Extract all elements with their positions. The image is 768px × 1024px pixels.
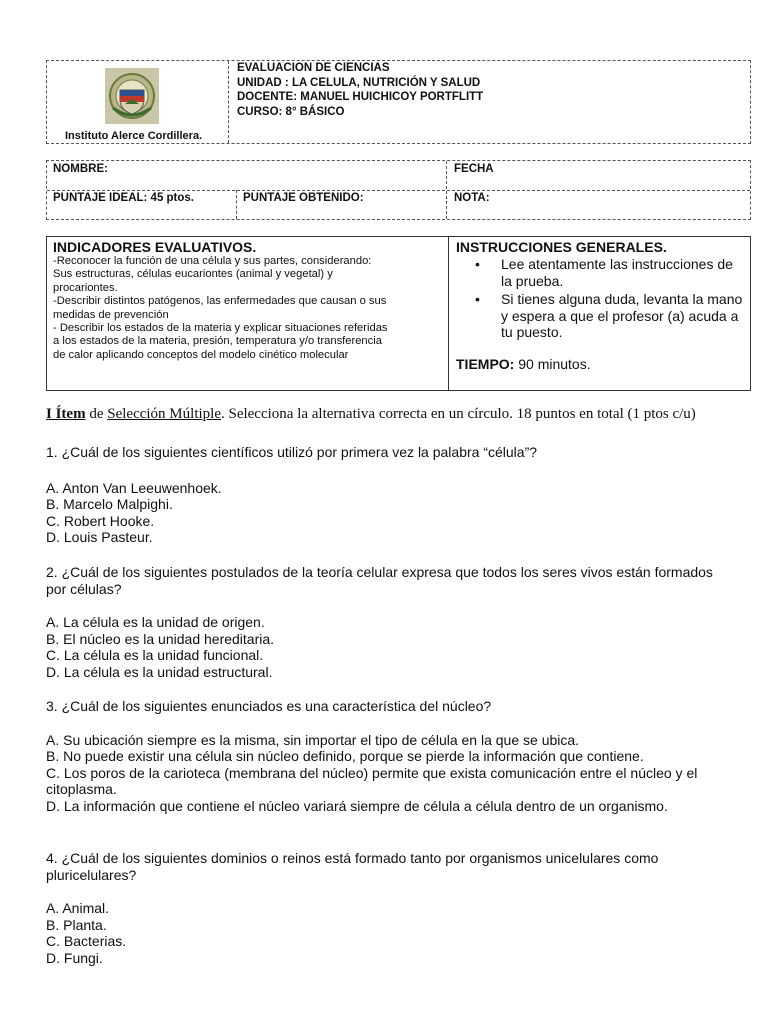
section-type: Selección Múltiple bbox=[107, 406, 221, 422]
option-c[interactable]: C. Los poros de la carioteca (membrana del núcleo) permite que exista comunicación entre el núcleo y el citoplasma. bbox=[46, 764, 698, 797]
obtained-score-field[interactable]: PUNTAJE OBTENIDO: bbox=[243, 192, 364, 204]
indicators-text bbox=[53, 255, 445, 362]
time-limit bbox=[456, 356, 591, 372]
question-text: 4. ¿Cuál de los siguientes dominios o reinos está formado tanto por organismos unicelulares como pluricelulares? bbox=[46, 850, 659, 883]
indicator-line: procariontes. bbox=[53, 281, 118, 294]
indicator-line: a los estados de la materia, presión, temperatura y/o transferencia bbox=[53, 335, 382, 348]
teacher-line: DOCENTE: MANUEL HUICHICOY PORTFLITT bbox=[237, 91, 484, 103]
section-header bbox=[46, 406, 696, 423]
name-field[interactable]: NOMBRE: bbox=[53, 163, 108, 175]
option-d[interactable]: D. La información que contiene el núcleo variará siempre de célula a célula dentro de un organismo. bbox=[46, 797, 668, 814]
option-a[interactable]: A. Anton Van Leeuwenhoek. bbox=[46, 479, 222, 496]
section-connector: de bbox=[85, 406, 108, 422]
instructions-title: INSTRUCCIONES GENERALES. bbox=[456, 239, 667, 255]
indicator-line: de calor aplicando conceptos del modelo cinético molecular bbox=[53, 348, 349, 361]
indicators-instructions-box bbox=[46, 236, 751, 391]
question-1 bbox=[46, 444, 736, 546]
indicator-line: medidas de prevención bbox=[53, 308, 169, 321]
option-d[interactable]: D. Fungi. bbox=[46, 949, 103, 966]
instruction-item: • Si tienes alguna duda, levanta la mano y espera a que el profesor (a) acuda a tu puesto. bbox=[467, 291, 747, 341]
school-crest-icon bbox=[105, 68, 159, 124]
question-3 bbox=[46, 698, 736, 814]
option-a[interactable]: A. La célula es la unidad de origen. bbox=[46, 614, 265, 630]
option-a[interactable]: A. Animal. bbox=[46, 900, 110, 916]
ideal-score-label: PUNTAJE IDEAL: 45 ptos. bbox=[53, 192, 194, 204]
indicator-line: Sus estructuras, células eucariontes (animal y vegetal) y bbox=[53, 268, 333, 281]
option-b[interactable]: B. Planta. bbox=[46, 916, 107, 933]
exam-header-info bbox=[237, 61, 483, 119]
indicators-title: INDICADORES EVALUATIVOS. bbox=[53, 239, 257, 255]
option-c[interactable]: C. La célula es la unidad funcional. bbox=[46, 647, 264, 663]
indicator-line: -Describir distintos patógenos, las enfermedades que causan o sus bbox=[53, 295, 387, 308]
instructions-list bbox=[467, 256, 747, 343]
section-instructions: . Selecciona la alternativa correcta en un círculo. 18 puntos en total (1 ptos c/u) bbox=[220, 406, 696, 422]
option-b[interactable]: B. No puede existir una célula sin núcleo definido, porque se pierde la información que contiene. bbox=[46, 748, 644, 764]
institution-name: Instituto Alerce Cordillera. bbox=[65, 130, 203, 142]
date-field[interactable]: FECHA bbox=[454, 163, 494, 175]
exam-title: EVALUACION DE CIENCIAS bbox=[237, 62, 390, 74]
instruction-item: • Lee atentamente las instrucciones de la prueba. bbox=[467, 256, 747, 289]
question-text: 2. ¿Cuál de los siguientes postulados de la teoría celular expresa que todos los seres vivos están formados por células? bbox=[46, 564, 713, 597]
time-label: TIEMPO: bbox=[456, 356, 515, 372]
question-4 bbox=[46, 850, 736, 966]
grade-field[interactable]: NOTA: bbox=[454, 192, 490, 204]
indicator-line: - Describir los estados de la materia y explicar situaciones referidas bbox=[53, 322, 388, 335]
option-d[interactable]: D. La célula es la unidad estructural. bbox=[46, 663, 273, 680]
option-b[interactable]: B. El núcleo es la unidad hereditaria. bbox=[46, 630, 275, 647]
indicator-line: -Reconocer la función de una célula y sus partes, considerando: bbox=[53, 255, 372, 267]
option-b[interactable]: B. Marcelo Malpighi. bbox=[46, 496, 173, 512]
option-a[interactable]: A. Su ubicación siempre es la misma, sin importar el tipo de célula en la que se ubica. bbox=[46, 731, 580, 748]
option-c[interactable]: C. Robert Hooke. bbox=[46, 512, 155, 529]
header-table bbox=[46, 60, 751, 144]
option-c[interactable]: C. Bacterias. bbox=[46, 933, 127, 949]
question-2 bbox=[46, 564, 726, 680]
course-line: CURSO: 8° BÁSICO bbox=[237, 105, 345, 118]
question-text: 3. ¿Cuál de los siguientes enunciados es una característica del núcleo? bbox=[46, 698, 492, 714]
section-title: I Ítem bbox=[46, 406, 86, 422]
option-d[interactable]: D. Louis Pasteur. bbox=[46, 529, 153, 545]
question-text: 1. ¿Cuál de los siguientes científicos utilizó por primera vez la palabra “célula”? bbox=[46, 444, 538, 460]
student-info-table bbox=[46, 160, 751, 220]
time-value: 90 minutos. bbox=[514, 356, 591, 372]
unit-line: UNIDAD : LA CELULA, NUTRICIÓN Y SALUD bbox=[237, 76, 481, 89]
